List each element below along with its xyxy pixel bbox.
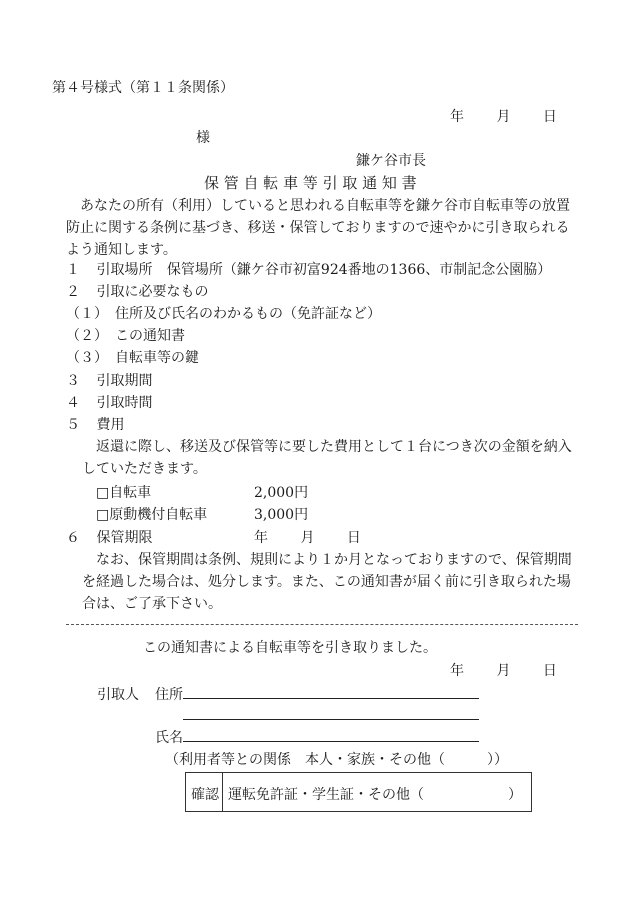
item-5-label: 費用 xyxy=(96,417,125,433)
receipt-date xyxy=(450,660,557,680)
intro-paragraph: あなたの所有（利用）していると思われる自転車等を鎌ケ谷市自転車等の放置防止に関する条例に基づき、移送・保管しておりますので速やかに引き取られるよう通知します。 xyxy=(66,198,570,258)
issuer: 鎌ケ谷市長 xyxy=(356,153,426,169)
item-2-sub-3: （３） 自転車等の鍵 xyxy=(66,350,199,366)
confirm-box xyxy=(185,772,532,812)
item-4-label: 引取時間 xyxy=(96,395,153,411)
item-6-year: 年 xyxy=(254,530,268,546)
date-top-month: 月 xyxy=(496,109,511,125)
fee-moped-amount: 3,000円 xyxy=(254,507,309,523)
date-top xyxy=(450,106,557,126)
item-3 xyxy=(66,370,152,390)
item-1-number: １ xyxy=(66,262,80,278)
name-label: 氏名 xyxy=(155,730,183,746)
receipt-statement: この通知書による自転車等を引き取りました。 xyxy=(143,640,437,656)
item-2-label: 引取に必要なもの xyxy=(96,284,209,300)
item-5 xyxy=(66,414,124,434)
item-2-sub-2: （２） この通知書 xyxy=(66,328,185,344)
item-6-label: 保管期限 xyxy=(96,530,153,546)
item-2-number: ２ xyxy=(66,284,80,300)
fee-moped-label: □原動機付自転車 xyxy=(96,507,208,523)
date-top-year: 年 xyxy=(450,109,464,125)
confirm-divider xyxy=(222,773,223,811)
item-5-number: ５ xyxy=(66,417,80,433)
document-title: 保 管 自 転 車 等 引 取 通 知 書 xyxy=(204,174,417,192)
fee-bicycle-label: □自転車 xyxy=(96,485,152,501)
cut-line xyxy=(66,624,578,625)
item-6-text: なお、保管期間は条例、規則により１か月となっておりますので、保管期間を経過した場合は、処分します。また、この通知書が届く前に引き取られた場合は、ご了承下さい。 xyxy=(82,552,572,612)
item-3-label: 引取期間 xyxy=(96,373,153,389)
item-1-label: 引取場所 xyxy=(96,262,153,278)
address-line-2[interactable] xyxy=(183,719,479,720)
item-6-day: 日 xyxy=(346,530,361,546)
item-6-date xyxy=(254,527,361,547)
addressee-honorific: 様 xyxy=(196,130,210,146)
confirm-label: 確認 xyxy=(191,787,219,803)
receiver-label: 引取人 xyxy=(97,687,139,703)
item-6-month: 月 xyxy=(300,530,315,546)
item-2 xyxy=(66,281,208,301)
address-label: 住所 xyxy=(155,687,183,703)
item-6 xyxy=(66,527,152,547)
date-top-day: 日 xyxy=(542,109,557,125)
item-4 xyxy=(66,392,152,412)
receipt-day: 日 xyxy=(542,663,557,679)
address-line-1[interactable] xyxy=(183,698,479,699)
name-line[interactable] xyxy=(183,741,479,742)
confirm-text: 運転免許証・学生証・その他（ ） xyxy=(228,787,522,803)
item-1 xyxy=(66,259,551,279)
fee-bicycle-amount: 2,000円 xyxy=(254,485,309,501)
item-2-sub-1: （１） 住所及び氏名のわかるもの（免許証など） xyxy=(66,306,381,322)
item-6-number: ６ xyxy=(66,530,80,546)
item-4-number: ４ xyxy=(66,395,80,411)
receipt-month: 月 xyxy=(496,663,511,679)
receipt-year: 年 xyxy=(450,663,464,679)
form-number: 第４号様式（第１１条関係） xyxy=(52,80,234,96)
item-1-value: 保管場所（鎌ケ谷市初富924番地の1366、市制記念公園脇） xyxy=(166,262,552,278)
item-5-text: 返還に際し、移送及び保管等に要した費用として１台につき次の金額を納入していただきます。 xyxy=(82,439,572,477)
item-3-number: ３ xyxy=(66,373,80,389)
relation-line: （利用者等との関係 本人・家族・その他（ ）） xyxy=(165,752,508,768)
